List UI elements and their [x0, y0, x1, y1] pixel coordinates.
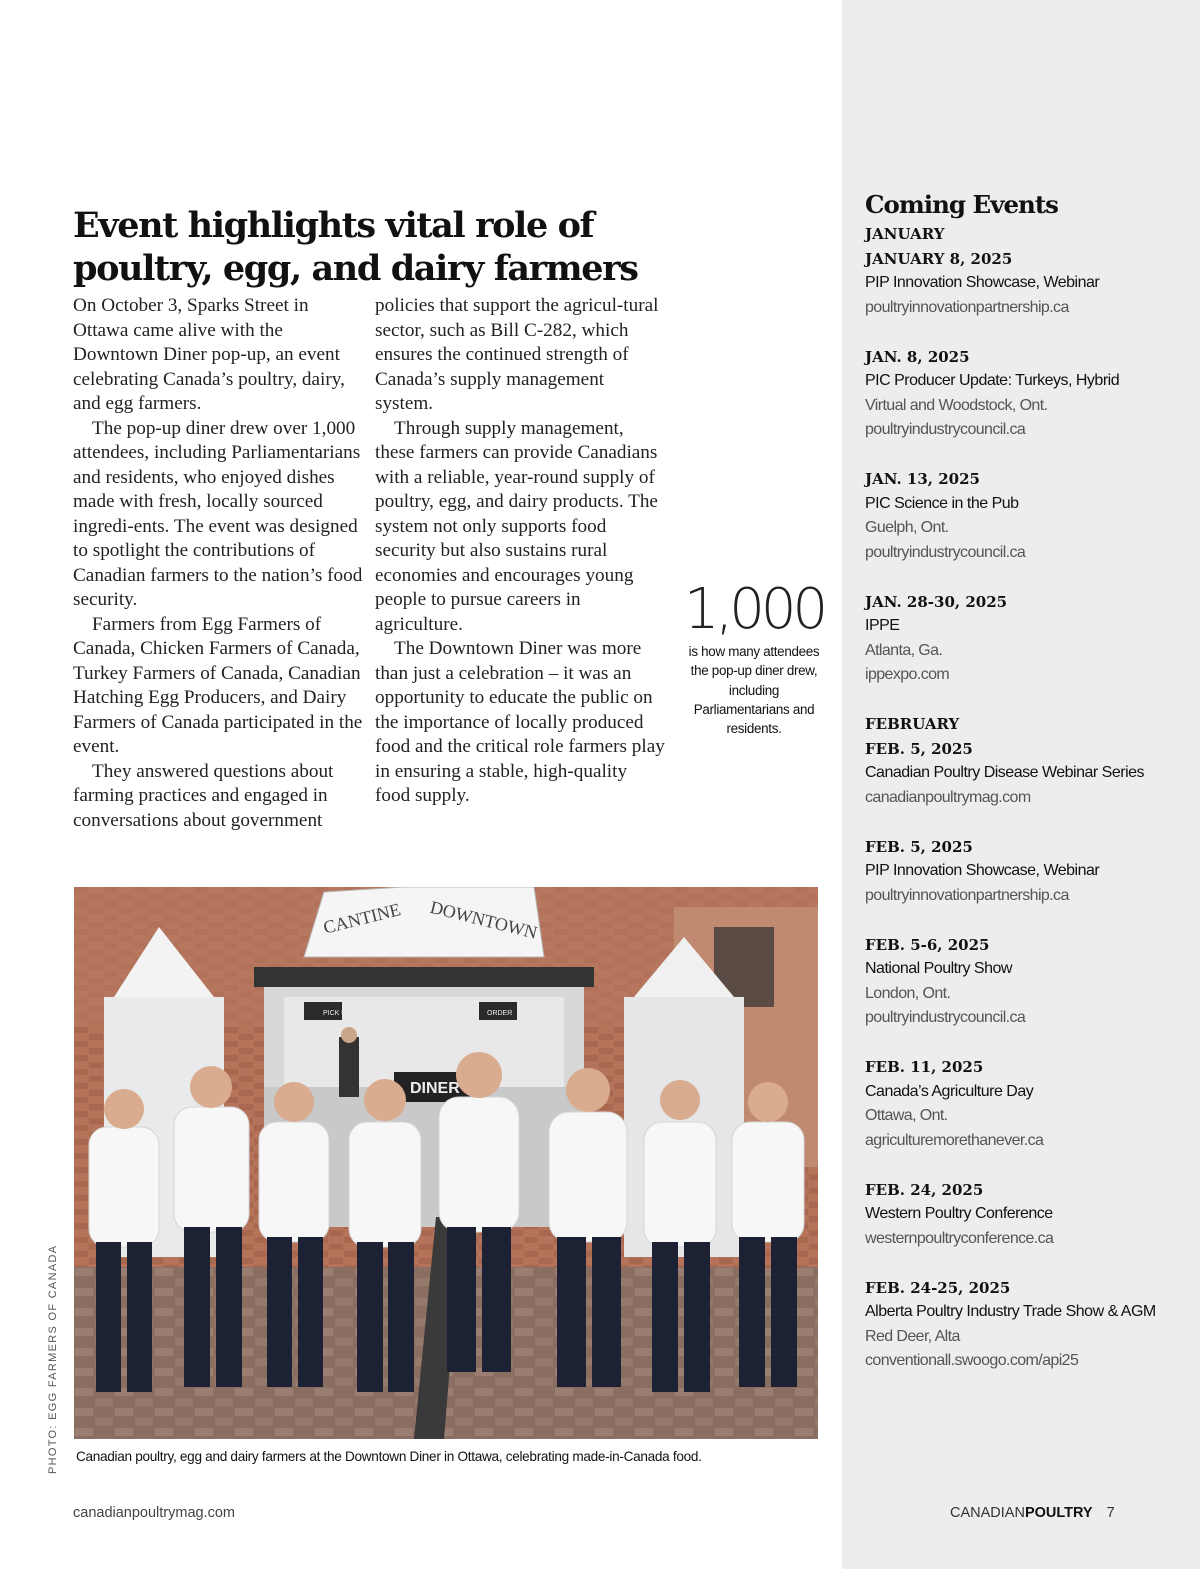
event-location: Virtual and Woodstock, Ont.: [865, 396, 1048, 414]
paragraph: Farmers from Egg Farmers of Canada, Chicken Farmers of Canada, Turkey Farmers of Canada, Canadian Hatching Egg Producers, and Dairy Farmers of Canada participated in the event.: [73, 613, 363, 757]
event-link[interactable]: agriculturemorethanever.ca: [865, 1131, 1044, 1149]
event-date: JANUARY 8, 2025: [865, 249, 1013, 268]
footer-magazine: [950, 1505, 1115, 1521]
footer-website[interactable]: canadianpoultrymag.com: [73, 1505, 236, 1521]
sign-downtown: DOWNTOWN: [428, 896, 540, 943]
event-title: Canada’s Agriculture Day: [865, 1082, 1034, 1100]
event-title: PIC Producer Update: Turkeys, Hybrid: [865, 372, 1120, 389]
event-item: [865, 1276, 1185, 1374]
event-link[interactable]: canadianpoultrymag.com: [865, 788, 1031, 806]
event-location: Guelph, Ont.: [865, 519, 949, 536]
event-link[interactable]: poultryindustrycouncil.ca: [865, 1009, 1026, 1026]
event-link[interactable]: conventionall.swoogo.com/api25: [865, 1352, 1079, 1369]
event-location: Red Deer, Alta: [865, 1327, 960, 1345]
event-title: Canadian Poultry Disease Webinar Series: [865, 764, 1145, 781]
photo-caption: Canadian poultry, egg and dairy farmers at the Downtown Diner in Ottawa, celebrating made-in-Canada food.: [76, 1449, 702, 1464]
event-title: IPPE: [865, 617, 900, 634]
events-title: Coming Events: [865, 190, 1058, 219]
event-item: [865, 345, 1185, 443]
paragraph: The pop-up diner drew over 1,000 attendees, including Parliamentarians and residents, who enjoyed dishes made with fresh, locally sourced ingredi-ents. The event was designed to spotlight the contributions of Canadian farmers to the nation’s food security.: [73, 417, 363, 610]
event-photo-illustration: [74, 887, 818, 1439]
headline-line-1: Event highlights vital role of: [73, 205, 594, 246]
event-item: [865, 1055, 1185, 1153]
event-date: FEB. 5, 2025: [865, 739, 973, 758]
stat-number: 1,000: [683, 577, 825, 642]
sign-diner: DINER: [410, 1080, 460, 1097]
headline-line-2: poultry, egg, and dairy farmers: [73, 248, 638, 289]
paragraph: policies that support the agricul-tural sector, such as Bill C-282, which ensures the continued strength of Canada’s supply management system.: [375, 295, 659, 414]
event-link[interactable]: poultryinnovationpartnership.ca: [865, 298, 1069, 316]
event-title: PIC Science in the Pub: [865, 494, 1019, 512]
event-link[interactable]: westernpoultryconference.ca: [865, 1229, 1054, 1247]
event-title: Alberta Poultry Industry Trade Show & AGM: [865, 1303, 1156, 1320]
event-title: Western Poultry Conference: [865, 1205, 1053, 1222]
footer-mag-light: CANADIAN: [950, 1505, 1025, 1521]
event-item: [865, 835, 1185, 909]
event-link[interactable]: poultryindustrycouncil.ca: [865, 421, 1026, 438]
event-location: Ottawa, Ont.: [865, 1107, 948, 1124]
event-date: FEB. 24-25, 2025: [865, 1278, 1011, 1297]
stat-callout: [680, 577, 828, 738]
event-date: JAN. 28-30, 2025: [865, 592, 1008, 611]
event-item: [865, 933, 1185, 1031]
article-column-1: [73, 294, 365, 833]
event-title: National Poultry Show: [865, 960, 1012, 977]
event-title: PIP Innovation Showcase, Webinar: [865, 862, 1100, 879]
event-item: [865, 1178, 1185, 1252]
coming-events: [865, 189, 1185, 1398]
event-link[interactable]: poultryindustrycouncil.ca: [865, 543, 1026, 561]
paragraph: On October 3, Sparks Street in Ottawa came alive with the Downtown Diner pop-up, an event celebrating Canada’s poultry, dairy, and egg farmers.: [73, 295, 345, 414]
paragraph: They answered questions about farming practices and engaged in conversations about government: [73, 760, 334, 831]
page-number: 7: [1106, 1505, 1115, 1521]
event-date: FEB. 5, 2025: [865, 837, 973, 856]
event-location: Atlanta, Ga.: [865, 641, 943, 659]
event-location: London, Ont.: [865, 984, 951, 1002]
event-date: JAN. 13, 2025: [865, 470, 980, 488]
event-date: FEB. 11, 2025: [865, 1058, 984, 1076]
headline: [73, 204, 773, 290]
sign-cantine: CANTINE: [321, 899, 403, 938]
event-item: [865, 467, 1185, 565]
month-february: FEBRUARY: [865, 715, 960, 733]
event-title: PIP Innovation Showcase, Webinar: [865, 274, 1100, 291]
stat-text: is how many attendees the pop-up diner drew, including Parliamentarians and residents.: [688, 644, 820, 737]
sign-pickup: PICK UP: [323, 1010, 352, 1017]
event-date: JAN. 8, 2025: [865, 347, 970, 366]
article-column-2: [375, 294, 667, 809]
sign-order: ORDER: [487, 1010, 513, 1017]
event-photo: [74, 887, 818, 1439]
photo-credit: PHOTO: EGG FARMERS OF CANADA: [47, 1244, 59, 1474]
month-january: JANUARY: [865, 225, 945, 243]
event-link[interactable]: ippexpo.com: [865, 666, 950, 683]
footer-mag-bold: POULTRY: [1024, 1505, 1093, 1521]
paragraph: The Downtown Diner was more than just a celebration – it was an opportunity to educate the public on the importance of locally produced food and the critical role farmers play in ensuring a stable, high-quality food supply.: [375, 638, 665, 806]
event-date: FEB. 5-6, 2025: [865, 935, 990, 954]
event-date: FEB. 24, 2025: [865, 1180, 984, 1199]
event-item: [865, 737, 1185, 811]
event-item: [865, 247, 1185, 321]
event-item: [865, 590, 1185, 688]
event-link[interactable]: poultryinnovationpartnership.ca: [865, 886, 1069, 904]
paragraph: Through supply management, these farmers can provide Canadians with a reliable, year-round supply of poultry, egg, and dairy products. The system not only supports food security but also sustains rural economies and encourages young people to pursue careers in agriculture.: [375, 417, 658, 635]
